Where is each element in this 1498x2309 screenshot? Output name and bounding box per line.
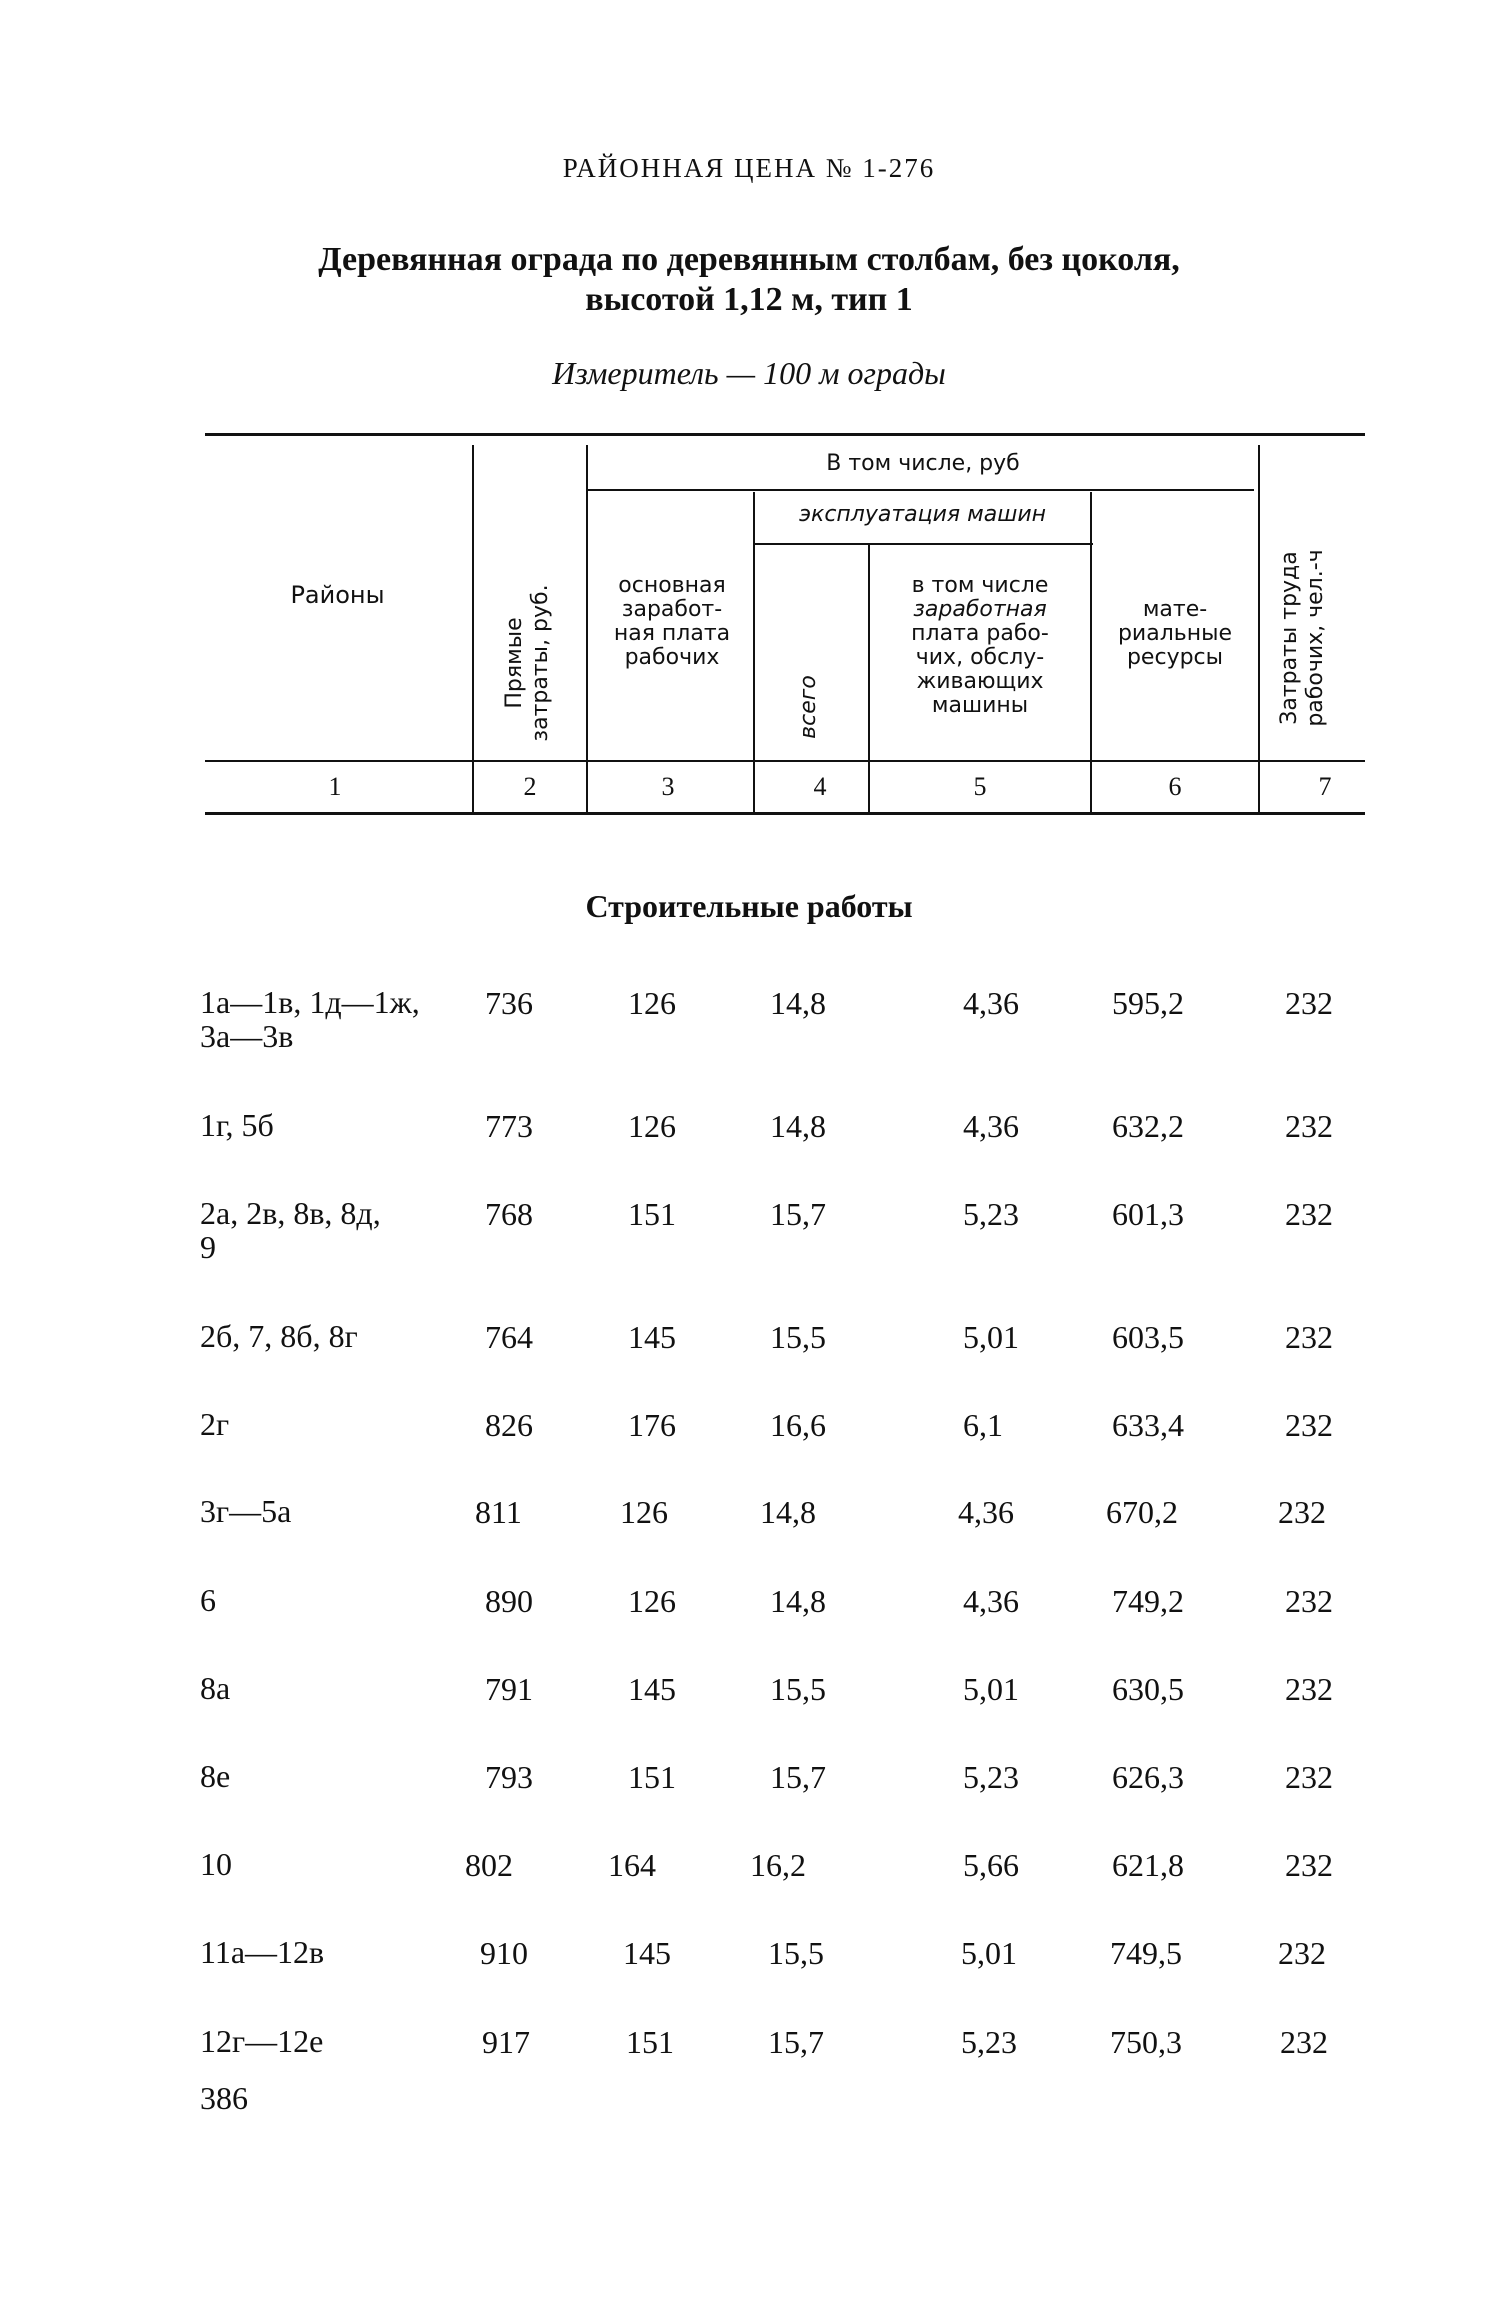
header-numbers-rule: [205, 812, 1365, 815]
cell-district: [200, 1935, 324, 1969]
cell-direct: 773: [485, 1108, 533, 1144]
cell-machines-wages: 4,36: [963, 1583, 1019, 1619]
cell-wages: 151: [626, 2024, 674, 2060]
cell-direct: 768: [485, 1196, 533, 1232]
col-number-5: 5: [973, 772, 987, 801]
title-line-2: высотой 1,12 м, тип 1: [585, 281, 913, 318]
cell-district: [200, 2024, 323, 2058]
district-line-1: 1г, 5б: [200, 1107, 274, 1143]
cell-machines-total: 16,2: [750, 1847, 806, 1883]
title-line-1: Деревянная ограда по деревянным столбам, без цоколя,: [318, 241, 1180, 278]
table-row: [0, 1494, 1498, 1554]
table-row: [0, 1847, 1498, 1907]
cell-machines-total: 14,8: [760, 1494, 816, 1530]
cell-labor: 232: [1285, 1759, 1333, 1795]
cell-materials: 632,2: [1112, 1108, 1184, 1144]
cell-materials: 621,8: [1112, 1847, 1184, 1883]
header-machine-wages: [872, 574, 1088, 718]
cell-machines-total: 14,8: [770, 985, 826, 1021]
header-wages-l4: рабочих: [624, 645, 720, 670]
cell-machines-total: 16,6: [770, 1407, 826, 1443]
cell-labor: 232: [1285, 985, 1333, 1021]
header-mw-l1: в том числе: [911, 573, 1049, 598]
district-line-1: 8а: [200, 1670, 231, 1706]
cell-machines-total: 15,5: [768, 1935, 824, 1971]
district-line-1: 12г—12е: [200, 2023, 324, 2059]
cell-wages: 145: [623, 1935, 671, 1971]
cell-wages: 126: [628, 1108, 676, 1144]
table-row: [0, 1583, 1498, 1643]
cell-machines-wages: 5,01: [963, 1319, 1019, 1355]
table-row: [0, 984, 1498, 1054]
cell-materials: 633,4: [1112, 1407, 1184, 1443]
header-districts: Районы: [290, 581, 385, 609]
cell-machines-wages: 4,36: [963, 985, 1019, 1021]
cell-labor: 232: [1280, 2024, 1328, 2060]
table-row: [0, 2024, 1498, 2084]
header-bottom-rule: [205, 760, 1365, 762]
col-number-3: 3: [661, 772, 675, 801]
header-labor-line2: рабочих, чел.-ч: [1303, 549, 1328, 727]
cell-materials: 750,3: [1110, 2024, 1182, 2060]
cell-machines-wages: 5,23: [963, 1196, 1019, 1232]
header-machines-total: всего: [796, 675, 821, 739]
cell-wages: 151: [628, 1196, 676, 1232]
district-line-1: 3г—5а: [200, 1493, 292, 1529]
header-labor: [1277, 523, 1333, 753]
header-labor-line1: Затраты труда: [1277, 551, 1302, 725]
col-divider-2: [586, 445, 588, 812]
cell-machines-total: 14,8: [770, 1583, 826, 1619]
cell-direct: 917: [482, 2024, 530, 2060]
cell-machines-total: 15,5: [770, 1319, 826, 1355]
cell-machines-total: 15,7: [770, 1196, 826, 1232]
table-row: [0, 1407, 1498, 1467]
header-mw-l2: заработная: [913, 597, 1047, 622]
cell-machines-wages: 4,36: [958, 1494, 1014, 1530]
cell-labor: 232: [1285, 1407, 1333, 1443]
header-mw-l4: чих, обслу-: [915, 645, 1045, 670]
cell-direct: 791: [485, 1671, 533, 1707]
header-mat-l3: ресурсы: [1126, 645, 1224, 670]
header-top-rule: [205, 433, 1365, 436]
cell-district: [200, 985, 420, 1053]
cell-materials: 749,2: [1112, 1583, 1184, 1619]
cell-materials: 749,5: [1110, 1935, 1182, 1971]
header-base-wages: [592, 574, 752, 670]
cell-district: [200, 1108, 274, 1142]
header-materials: [1094, 598, 1256, 670]
cell-labor: 232: [1285, 1319, 1333, 1355]
header-machines-rule: [755, 543, 1093, 545]
cell-materials: 630,5: [1112, 1671, 1184, 1707]
cell-labor: 232: [1285, 1847, 1333, 1883]
cell-materials: 601,3: [1112, 1196, 1184, 1232]
district-line-1: 2б, 7, 8б, 8г: [200, 1318, 358, 1354]
district-line-1: 11а—12в: [200, 1934, 325, 1970]
cell-machines-total: 15,7: [768, 2024, 824, 2060]
document-title: [0, 240, 1498, 320]
cell-district: [200, 1319, 358, 1353]
cell-district: [200, 1759, 230, 1793]
cell-wages: 151: [628, 1759, 676, 1795]
cell-machines-total: 15,5: [770, 1671, 826, 1707]
cell-labor: 232: [1285, 1196, 1333, 1232]
cell-machines-wages: 5,66: [963, 1847, 1019, 1883]
table-row: [0, 1319, 1498, 1379]
col-number-2: 2: [523, 772, 537, 801]
table-row: [0, 1935, 1498, 1995]
cell-machines-wages: 5,01: [963, 1671, 1019, 1707]
header-mw-l6: машины: [931, 693, 1029, 718]
cell-wages: 164: [608, 1847, 656, 1883]
district-line-1: 2а, 2в, 8в, 8д,: [200, 1195, 381, 1231]
cell-direct: 802: [465, 1847, 513, 1883]
table-row: [0, 1108, 1498, 1168]
district-line-1: 1а—1в, 1д—1ж,: [200, 984, 420, 1020]
page-number: 386: [200, 2080, 248, 2116]
cell-wages: 176: [628, 1407, 676, 1443]
cell-district: [200, 1583, 216, 1617]
page-heading: РАЙОННАЯ ЦЕНА № 1-276: [562, 153, 936, 183]
col-divider-4: [868, 545, 870, 812]
cell-labor: 232: [1285, 1108, 1333, 1144]
header-machines-group: эксплуатация машин: [798, 502, 1047, 527]
cell-labor: 232: [1278, 1935, 1326, 1971]
cell-district: [200, 1407, 229, 1441]
col-number-6: 6: [1168, 772, 1182, 801]
measure-unit: Измеритель — 100 м ограды: [552, 355, 946, 391]
header-wages-l1: основная: [618, 573, 726, 598]
cell-machines-wages: 4,36: [963, 1108, 1019, 1144]
col-divider-3: [753, 492, 755, 812]
col-divider-1: [472, 445, 474, 812]
district-line-2: 3а—3в: [200, 1018, 294, 1054]
col-number-1: 1: [328, 772, 342, 801]
header-mw-l5: живающих: [916, 669, 1044, 694]
cell-wages: 126: [628, 1583, 676, 1619]
cell-machines-wages: 6,1: [963, 1407, 1003, 1443]
col-divider-5: [1090, 492, 1092, 812]
header-group-rule: [588, 489, 1254, 491]
district-line-1: 10: [200, 1846, 232, 1882]
district-line-1: 6: [200, 1582, 216, 1618]
cell-district: [200, 1196, 381, 1264]
district-line-1: 2г: [200, 1406, 230, 1442]
cell-wages: 126: [628, 985, 676, 1021]
cell-wages: 126: [620, 1494, 668, 1530]
cell-direct: 764: [485, 1319, 533, 1355]
cell-machines-wages: 5,23: [961, 2024, 1017, 2060]
col-number-7: 7: [1318, 772, 1332, 801]
section-title: Строительные работы: [585, 888, 913, 924]
cell-district: [200, 1671, 230, 1705]
header-incl-group: В том числе, руб: [826, 451, 1020, 476]
col-number-4: 4: [813, 772, 827, 801]
cell-direct: 793: [485, 1759, 533, 1795]
col-divider-6: [1258, 445, 1260, 812]
cell-machines-total: 15,7: [770, 1759, 826, 1795]
cell-direct: 910: [480, 1935, 528, 1971]
cell-wages: 145: [628, 1319, 676, 1355]
header-direct-line2: затраты, руб.: [528, 584, 553, 742]
table-row: [0, 1759, 1498, 1819]
cell-machines-wages: 5,01: [961, 1935, 1017, 1971]
cell-materials: 603,5: [1112, 1319, 1184, 1355]
header-wages-l3: ная плата: [613, 621, 731, 646]
cell-labor: 232: [1285, 1583, 1333, 1619]
header-direct-costs: [502, 548, 558, 778]
cell-direct: 811: [475, 1494, 522, 1530]
cell-machines-wages: 5,23: [963, 1759, 1019, 1795]
table-row: [0, 1671, 1498, 1731]
header-mat-l2: риальные: [1117, 621, 1233, 646]
cell-wages: 145: [628, 1671, 676, 1707]
cell-direct: 826: [485, 1407, 533, 1443]
header-mw-l3: плата рабо-: [911, 621, 1049, 646]
cell-district: [200, 1494, 291, 1528]
table-row: [0, 1195, 1498, 1265]
cell-direct: 890: [485, 1583, 533, 1619]
district-line-1: 8е: [200, 1758, 231, 1794]
header-direct-line1: Прямые: [502, 617, 527, 709]
cell-materials: 595,2: [1112, 985, 1184, 1021]
cell-district: [200, 1847, 232, 1881]
cell-labor: 232: [1278, 1494, 1326, 1530]
cell-materials: 670,2: [1106, 1494, 1178, 1530]
cell-direct: 736: [485, 985, 533, 1021]
cell-labor: 232: [1285, 1671, 1333, 1707]
header-wages-l2: заработ-: [621, 597, 723, 622]
cell-machines-total: 14,8: [770, 1108, 826, 1144]
cell-materials: 626,3: [1112, 1759, 1184, 1795]
district-line-2: 9: [200, 1229, 216, 1265]
header-mat-l1: мате-: [1142, 597, 1208, 622]
